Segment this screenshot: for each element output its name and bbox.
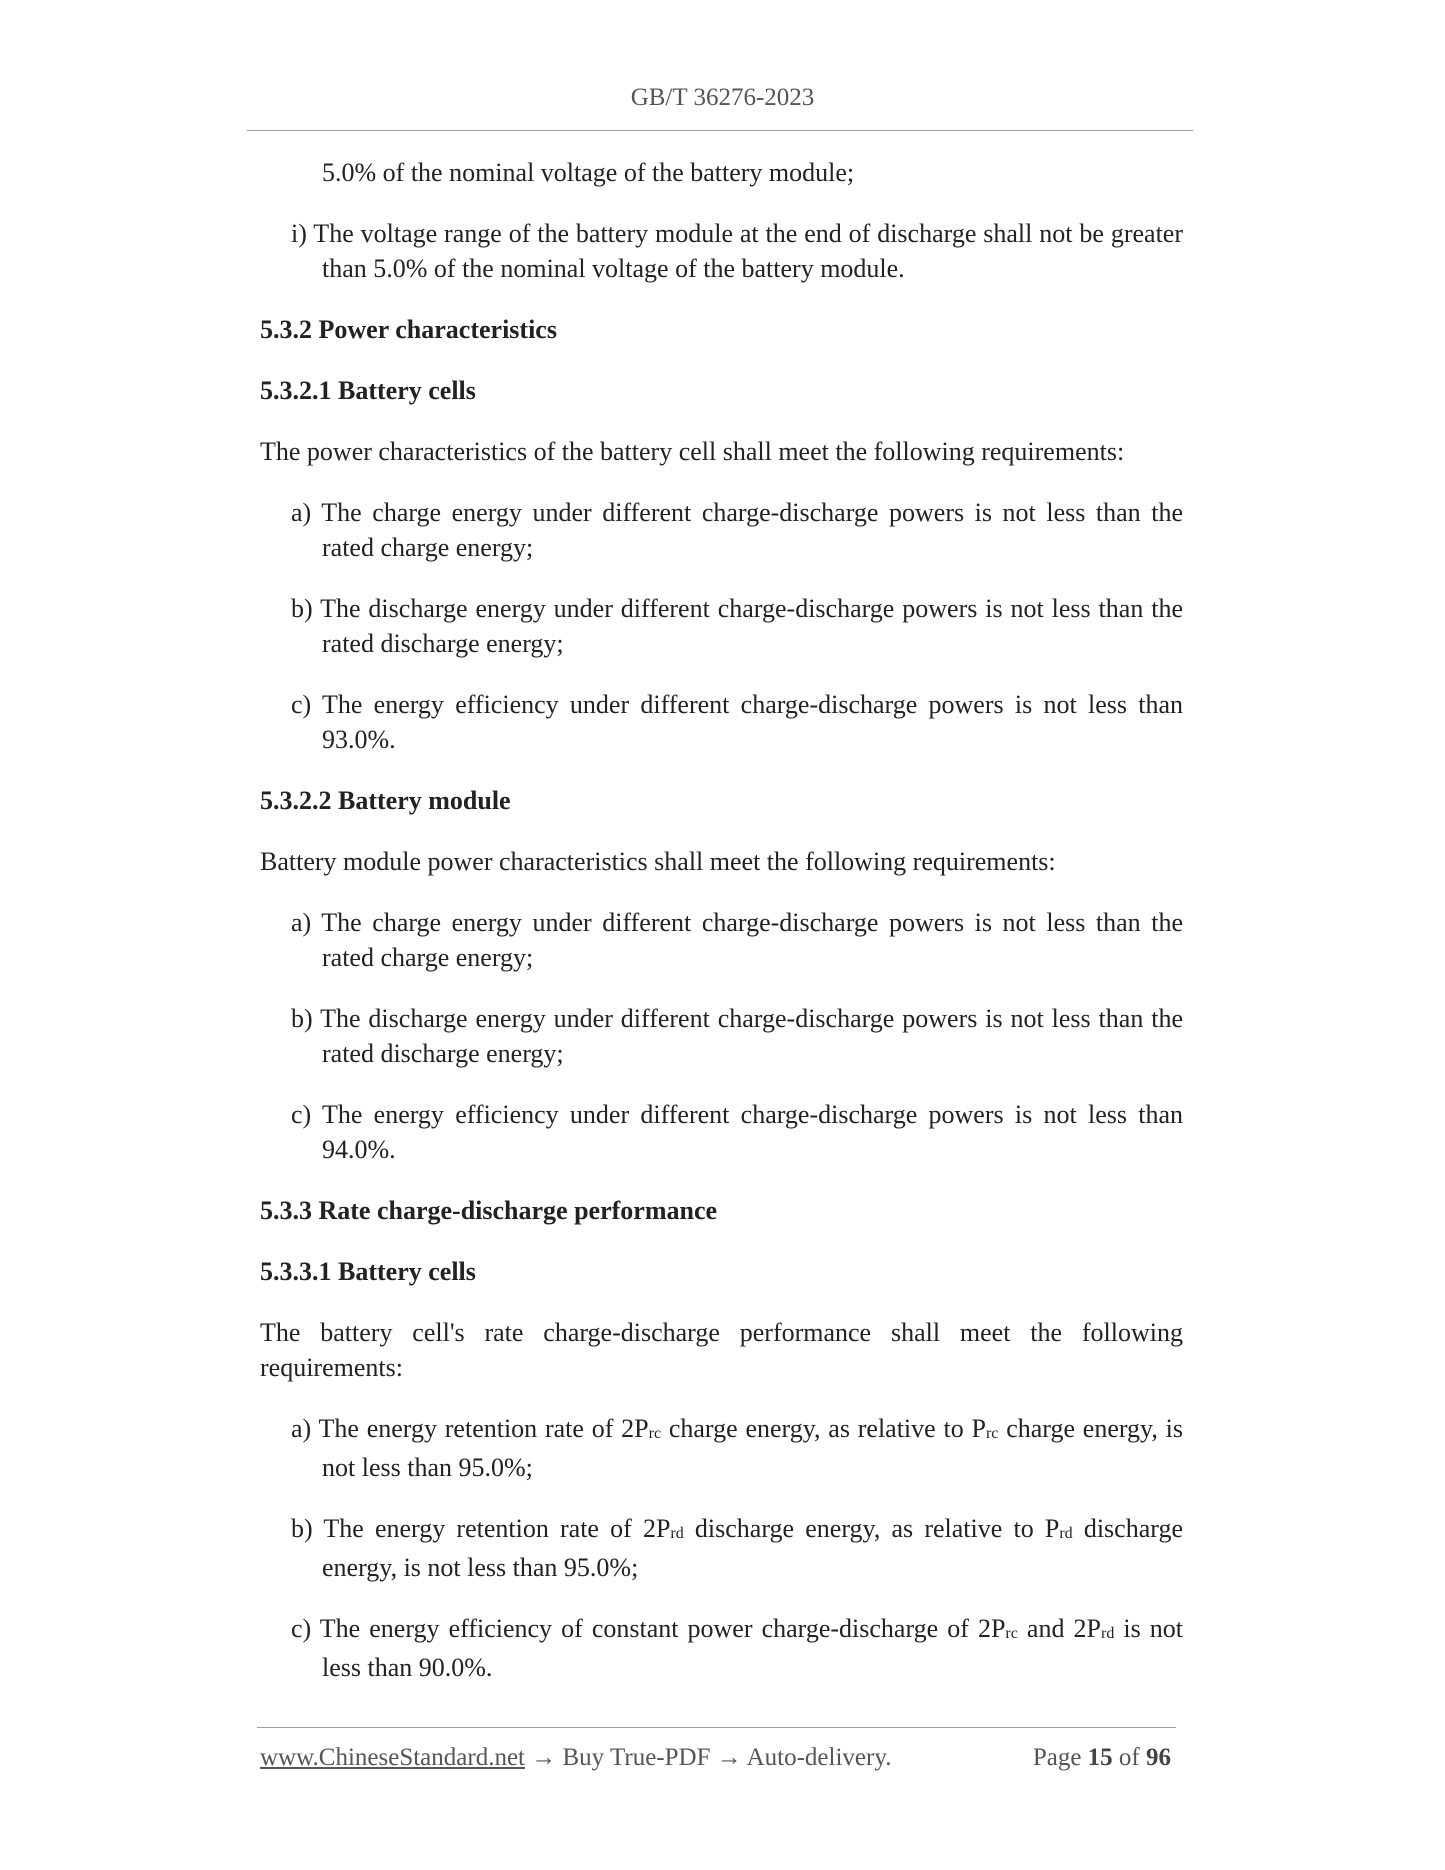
header-divider — [247, 130, 1193, 131]
section-intro-5-3-2-1: The power characteristics of the battery cell shall meet the following requirements: — [260, 437, 1125, 466]
section-intro-5-3-3-1: The battery cell's rate charge-discharge performance shall meet the following requirements: — [260, 1318, 1183, 1382]
item-text: charge energy, is not less than 95.0%; — [322, 1414, 1183, 1482]
page-label: Page — [1032, 1744, 1082, 1771]
item-text: b) The energy retention rate of 2P — [291, 1514, 671, 1543]
item-text: c) The energy efficiency of constant power charge-discharge of 2P — [291, 1614, 1006, 1643]
section-heading-5-3-2: 5.3.2 Power characteristics — [260, 315, 557, 344]
arrow-right-icon: → — [531, 1744, 557, 1771]
of-label: of — [1118, 1744, 1140, 1771]
item-text: discharge energy, as relative to P — [683, 1514, 1060, 1543]
auto-delivery-text: Auto-delivery. — [746, 1744, 892, 1771]
subscript: rd — [670, 1525, 684, 1542]
section-heading-5-3-2-2: 5.3.2.2 Battery module — [260, 786, 511, 815]
list-item-b: b) The discharge energy under different charge-discharge powers is not less than the rated discharge energy; — [291, 1004, 1183, 1068]
item-text: charge energy, as relative to P — [661, 1414, 986, 1443]
site-link[interactable]: www.ChineseStandard.net — [260, 1744, 525, 1771]
list-item-b — [291, 1511, 1183, 1585]
list-item-b: b) The discharge energy under different charge-discharge powers is not less than the rated discharge energy; — [291, 594, 1183, 658]
subscript: rc — [985, 1425, 999, 1442]
total-pages: 96 — [1146, 1744, 1171, 1771]
list-item-c: c) The energy efficiency under different charge-discharge powers is not less than 93.0%. — [291, 690, 1183, 754]
section-heading-5-3-3-1: 5.3.3.1 Battery cells — [260, 1257, 476, 1286]
item-text: and 2P — [1017, 1614, 1101, 1643]
list-item-c — [291, 1611, 1183, 1685]
continued-text: 5.0% of the nominal voltage of the battery module; — [322, 158, 855, 187]
list-item-a: a) The charge energy under different charge-discharge powers is not less than the rated charge energy; — [291, 498, 1183, 562]
item-text: is not less than 90.0%. — [322, 1614, 1183, 1682]
subscript: rd — [1100, 1625, 1115, 1642]
section-intro-5-3-2-2: Battery module power characteristics shall meet the following requirements: — [260, 847, 1056, 876]
buy-pdf-text: Buy True-PDF — [562, 1744, 711, 1771]
document-id-header: GB/T 36276-2023 — [630, 84, 815, 111]
list-item-a: a) The charge energy under different charge-discharge powers is not less than the rated charge energy; — [291, 908, 1183, 972]
list-item-c: c) The energy efficiency under different charge-discharge powers is not less than 94.0%. — [291, 1100, 1183, 1164]
arrow-right-icon: → — [716, 1744, 742, 1771]
page-number: 15 — [1087, 1744, 1113, 1771]
subscript: rd — [1059, 1525, 1073, 1542]
footer-promo — [260, 1744, 891, 1772]
item-text: discharge energy, is not less than 95.0%; — [322, 1514, 1183, 1582]
section-heading-5-3-3: 5.3.3 Rate charge-discharge performance — [260, 1196, 718, 1225]
list-item-a — [291, 1411, 1183, 1485]
subscript: rc — [1005, 1625, 1018, 1642]
list-item-i: i) The voltage range of the battery module at the end of discharge shall not be greater than 5.0% of the nominal voltage of the battery module. — [291, 219, 1183, 283]
footer-divider — [257, 1727, 1176, 1728]
section-heading-5-3-2-1: 5.3.2.1 Battery cells — [260, 376, 476, 405]
item-text: a) The energy retention rate of 2P — [291, 1414, 649, 1443]
page-content — [260, 155, 1183, 1711]
page-counter — [1033, 1744, 1171, 1772]
subscript: rc — [648, 1425, 662, 1442]
